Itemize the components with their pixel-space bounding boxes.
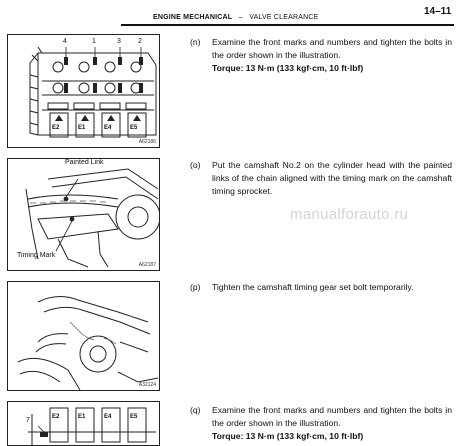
callout-1: 1: [92, 38, 96, 45]
header-title: [153, 14, 318, 21]
painted-link-label: Painted Link: [65, 159, 104, 166]
callout-7: 7: [26, 417, 30, 424]
step-o: [190, 159, 452, 198]
step-text: Tighten the camshaft timing gear set bolt temporarily.: [212, 282, 414, 292]
cylinder-head-drawing: [8, 35, 160, 148]
section-name: ENGINE MECHANICAL: [153, 14, 233, 21]
cap-mark-e2: E2: [52, 414, 60, 420]
cap-mark-e1: E1: [78, 414, 86, 420]
figure-id: A62187: [138, 262, 156, 268]
step-text: Examine the front marks and numbers and tighten the bolts in the order shown in the illustration.: [212, 405, 452, 428]
figure-id: A32124: [138, 382, 156, 388]
cap-mark-e5: E5: [130, 414, 138, 420]
cap-mark-e4: E4: [104, 414, 112, 420]
cap-mark-e5: E5: [130, 125, 138, 131]
step-text: Examine the front marks and numbers and tighten the bolts in the order shown in the illustration.: [212, 37, 452, 60]
callout-4: 4: [63, 38, 67, 45]
page-number: 14–11: [424, 6, 452, 17]
header-separator: –: [238, 14, 243, 21]
figure-painted-link: [7, 158, 160, 271]
figure-bearing-cap-order: [7, 34, 160, 148]
watermark: manualforauto.ru: [290, 206, 409, 223]
cap-mark-e1: E1: [78, 125, 86, 131]
cylinder-head-drawing-2: [8, 402, 160, 446]
step-n: [190, 36, 452, 75]
callout-3: 3: [117, 38, 121, 45]
timing-mark-label: Timing Mark: [17, 252, 56, 259]
step-letter: (o): [190, 160, 201, 170]
torque-spec: Torque: 13 N·m (133 kgf·cm, 10 ft·lbf): [212, 431, 364, 441]
step-letter: (p): [190, 282, 201, 292]
figure-bearing-cap-order-2: [7, 401, 160, 446]
step-text: Put the camshaft No.2 on the cylinder head with the painted links of the chain aligned with the timing mark on the camshaft timing sprocket.: [212, 160, 452, 196]
torque-spec: Torque: 13 N·m (133 kgf·cm, 10 ft·lbf): [212, 63, 364, 73]
step-q: [190, 404, 452, 443]
timing-gear-drawing: [8, 282, 160, 391]
figure-id: A62186: [138, 139, 156, 145]
cap-mark-e4: E4: [104, 125, 112, 131]
header-rule: [121, 24, 454, 26]
topic-name: VALVE CLEARANCE: [249, 14, 319, 21]
callout-2: 2: [138, 38, 142, 45]
figure-timing-gear-bolt: [7, 281, 160, 391]
step-letter: (q): [190, 405, 201, 415]
step-letter: (n): [190, 37, 201, 47]
step-p: [190, 281, 452, 294]
cap-mark-e2: E2: [52, 125, 60, 131]
